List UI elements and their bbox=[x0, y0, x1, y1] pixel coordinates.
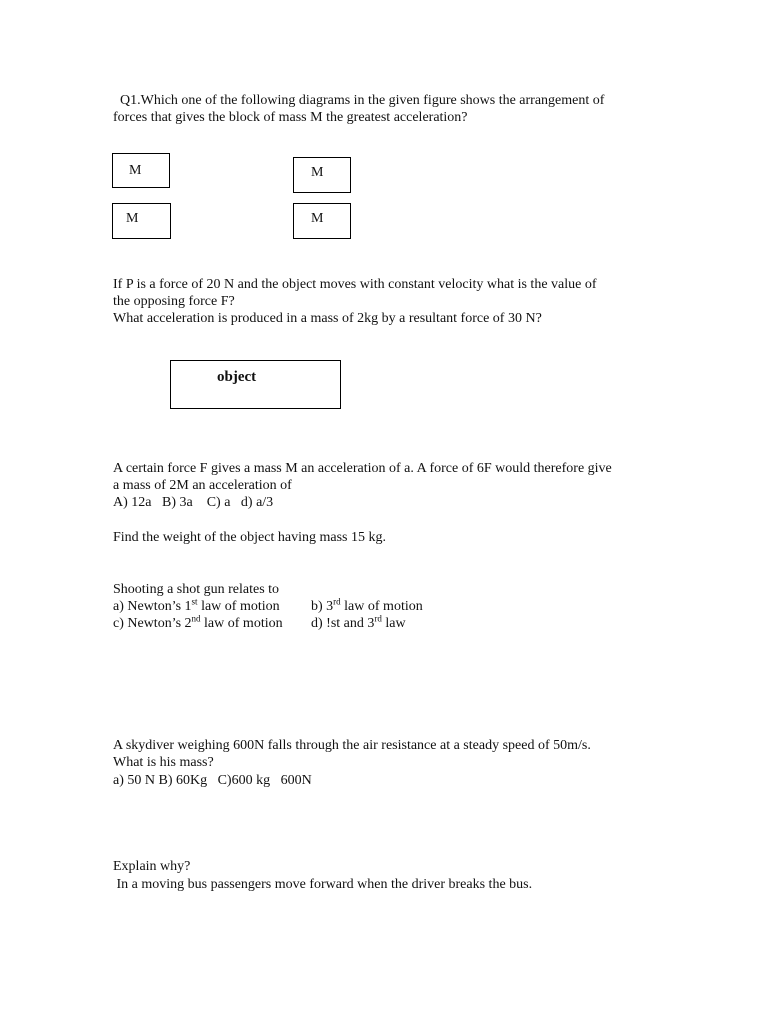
q7-line-1: Explain why? bbox=[113, 859, 191, 874]
block-bottom-left-label: M bbox=[126, 211, 139, 226]
q4-line-1: Find the weight of the object having mass 15 kg. bbox=[113, 530, 386, 545]
q5-option-d: d) !st and 3rd law bbox=[311, 613, 406, 631]
q1-line-1: Q1.Which one of the following diagrams in the given figure shows the arrangement of bbox=[113, 93, 605, 108]
block-top-right bbox=[293, 157, 351, 193]
q5-option-b: b) 3rd law of motion bbox=[311, 596, 423, 614]
block-top-right-label: M bbox=[311, 165, 324, 180]
block-bottom-right bbox=[293, 203, 351, 239]
block-top-left bbox=[112, 153, 170, 188]
q1-line-2: forces that gives the block of mass M the greatest acceleration? bbox=[113, 110, 468, 125]
q2-line-3: What acceleration is produced in a mass of 2kg by a resultant force of 30 N? bbox=[113, 311, 542, 326]
q3-line-2: a mass of 2M an acceleration of bbox=[113, 478, 292, 493]
q5-option-a: a) Newton’s 1st law of motion bbox=[113, 596, 280, 614]
q5-line-1: Shooting a shot gun relates to bbox=[113, 582, 280, 597]
object-label: object bbox=[217, 369, 257, 385]
q7-line-2: In a moving bus passengers move forward when the driver breaks the bus. bbox=[113, 877, 533, 892]
q5-options-row-2 bbox=[113, 615, 406, 632]
q3-line-1: A certain force F gives a mass M an acceleration of a. A force of 6F would therefore give bbox=[113, 461, 612, 476]
q6-line-1: A skydiver weighing 600N falls through the air resistance at a steady speed of 50m/s. bbox=[113, 738, 591, 753]
block-bottom-left bbox=[112, 203, 171, 239]
q2-line-1: If P is a force of 20 N and the object moves with constant velocity what is the value of bbox=[113, 277, 597, 292]
q5-option-c: c) Newton’s 2nd law of motion bbox=[113, 613, 283, 631]
object-box bbox=[170, 360, 341, 409]
block-bottom-right-label: M bbox=[311, 211, 324, 226]
q6-line-2: What is his mass? bbox=[113, 755, 214, 770]
q2-line-2: the opposing force F? bbox=[113, 294, 235, 309]
block-top-left-label: M bbox=[129, 163, 142, 178]
q3-options: A) 12a B) 3a C) a d) a/3 bbox=[113, 495, 274, 510]
q6-options: a) 50 N B) 60Kg C)600 kg 600N bbox=[113, 773, 312, 788]
